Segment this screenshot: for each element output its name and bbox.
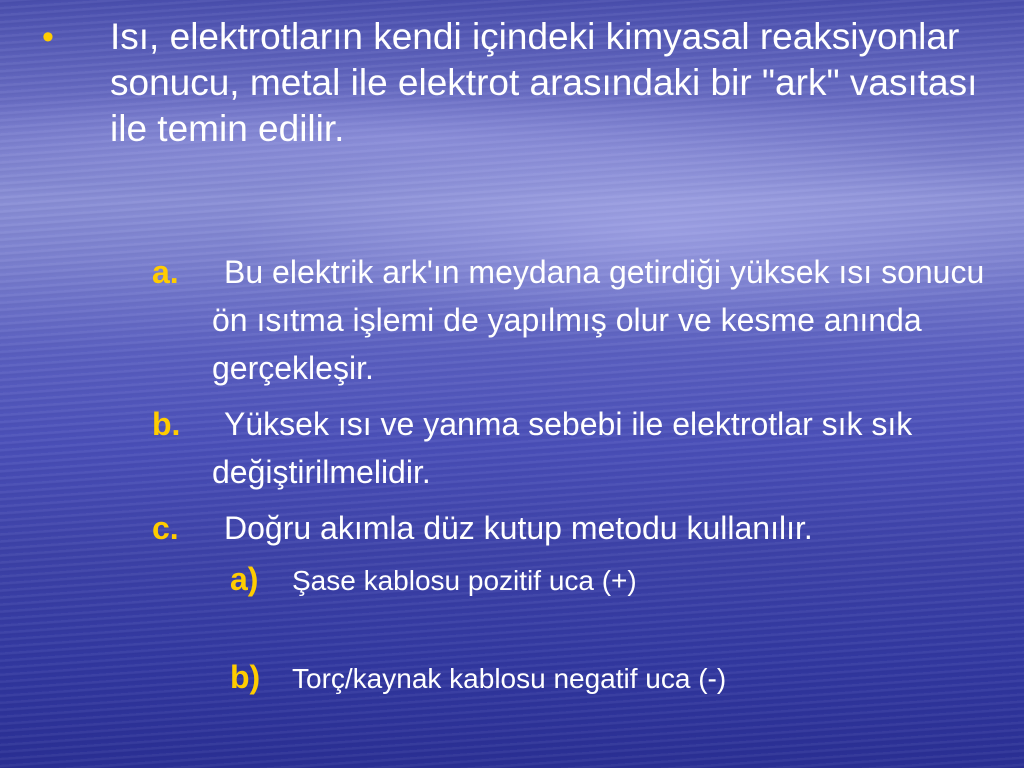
sub-item-text: Doğru akımla düz kutup metodu kullanılır. xyxy=(224,510,813,546)
sub-sub-item-marker: a) xyxy=(230,561,259,597)
sub-item-text: Yüksek ısı ve yanma sebebi ile elektrotlar sık sık değiştirilmelidir. xyxy=(212,406,913,490)
sub-item-marker: b. xyxy=(152,406,181,442)
sub-item-marker: c. xyxy=(152,510,179,546)
sub-item-marker: a. xyxy=(152,254,179,290)
sub-item-text: Bu elektrik ark'ın meydana getirdiği yüksek ısı sonucu ön ısıtma işlemi de yapılmış olur ve kesme anında gerçekleşir. xyxy=(212,254,985,386)
sub-sub-item-text: Şase kablosu pozitif uca (+) xyxy=(292,565,637,596)
main-bullet-text: Isı, elektrotların kendi içindeki kimyasal reaksiyonlar sonucu, metal ile elektrot arasındaki bir "ark" vasıtası ile temin edilir. xyxy=(110,16,978,149)
bullet-dot-icon: • xyxy=(42,18,54,56)
sub-sub-item-text: Torç/kaynak kablosu negatif uca (-) xyxy=(292,663,727,694)
sub-sub-item-marker: b) xyxy=(230,659,261,695)
